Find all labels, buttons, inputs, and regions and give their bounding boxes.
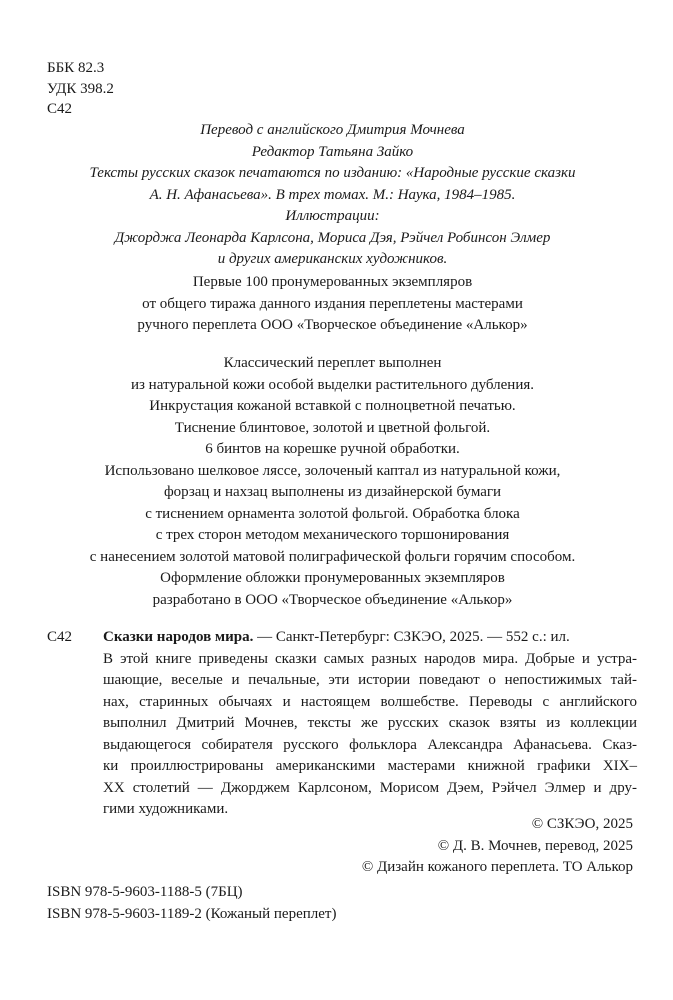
abstract-code: С42	[47, 629, 73, 645]
binding-line: с трех сторон методом механического торшонирования	[155, 527, 510, 543]
binding-line: Инкрустация кожаной вставкой с полноцветной печатью.	[149, 398, 516, 414]
abstract-line: ки проиллюстрированы американскими мастерами книжной графики XIX–	[103, 758, 637, 774]
source-line: Тексты русских сказок печатаются по изданию: «Народные русские сказки	[89, 165, 576, 181]
udk-code: УДК 398.2	[47, 80, 114, 97]
isbn-line: ISBN 978-5-9603-1189-2 (Кожаный переплет)	[47, 905, 337, 922]
copyright-line: © СЗКЭО, 2025	[531, 816, 633, 832]
translator-line: Перевод с английского Дмитрия Мочнева	[200, 122, 465, 138]
imprint-details: — Санкт-Петербург: СЗКЭО, 2025. — 552 с.: ил.	[253, 629, 570, 645]
abstract-line: выполнил Дмитрий Мочнев, тексты же русских сказок взяты из коллекции	[103, 715, 637, 731]
numbered-copies-line: ручного переплета ООО «Творческое объединение «Алькор»	[137, 317, 528, 333]
binding-line: 6 бинтов на корешке ручной обработки.	[205, 441, 460, 457]
catalog-abstract	[47, 627, 637, 821]
bbk-code: ББК 82.3	[47, 60, 105, 76]
binding-description-block	[40, 353, 625, 611]
credits-block	[40, 120, 625, 271]
binding-line: с тиснением орнамента золотой фольгой. Обработка блока	[145, 505, 520, 522]
copyright-line: © Д. В. Мочнев, перевод, 2025	[437, 837, 633, 854]
copyright-line: © Дизайн кожаного переплета. ТО Алькор	[361, 859, 633, 875]
numbered-copies-block	[40, 272, 625, 337]
numbered-copies-line: Первые 100 пронумерованных экземпляров	[192, 274, 473, 290]
binding-line: из натуральной кожи особой выделки растительного дубления.	[130, 376, 535, 393]
binding-line: Классический переплет выполнен	[223, 355, 442, 371]
book-title: Сказки народов мира.	[103, 629, 254, 645]
source-line: А. Н. Афанасьева». В трех томах. М.: Наука, 1984–1985.	[149, 186, 516, 203]
binding-line: с нанесением золотой матовой полиграфической фольги горячим способом.	[89, 548, 576, 565]
binding-line: Оформление обложки пронумерованных экземпляров	[160, 570, 505, 586]
numbered-copies-line: от общего тиража данного издания переплетены мастерами	[142, 295, 523, 312]
isbn-block	[47, 882, 336, 925]
abstract-line: нах, старинных обычаях и настоящем волшебстве. Переводы с английского	[103, 693, 637, 710]
author-mark: С42	[47, 101, 73, 117]
abstract-line: гими художниками.	[103, 801, 229, 817]
isbn-line: ISBN 978-5-9603-1188-5 (7БЦ)	[47, 884, 243, 900]
copyright-block	[362, 814, 633, 879]
editor-line: Редактор Татьяна Зайко	[251, 143, 414, 160]
illustrations-heading: Иллюстрации:	[285, 208, 380, 224]
illustrators-line: Джорджа Леонарда Карлсона, Мориса Дэя, Рэйчел Робинсон Элмер	[114, 229, 551, 246]
binding-line: Использовано шелковое ляссе, золоченый каптал из натуральной кожи,	[104, 462, 561, 479]
binding-line: форзац и нахзац выполнены из дизайнерской бумаги	[163, 484, 502, 500]
binding-line: разработано в ООО «Творческое объединение «Алькор»	[152, 591, 513, 608]
abstract-line: шающие, веселые и печальные, эти истории поведают о непостижимых тай-	[103, 672, 637, 688]
abstract-heading	[47, 627, 637, 649]
abstract-line: XX столетий — Джорджем Карлсоном, Морисом Дэем, Рэйчел Элмер и дру-	[103, 779, 637, 796]
abstract-body	[103, 649, 637, 821]
abstract-line: В этой книге приведены сказки самых разных народов мира. Добрые и устра-	[103, 650, 637, 667]
binding-line: Тиснение блинтовое, золотой и цветной фольгой.	[174, 419, 491, 436]
illustrators-line: и других американских художников.	[217, 251, 448, 267]
classification-codes	[47, 58, 114, 120]
abstract-line: выдающегося собирателя русского фольклора Александра Афанасьева. Сказ-	[103, 736, 637, 753]
